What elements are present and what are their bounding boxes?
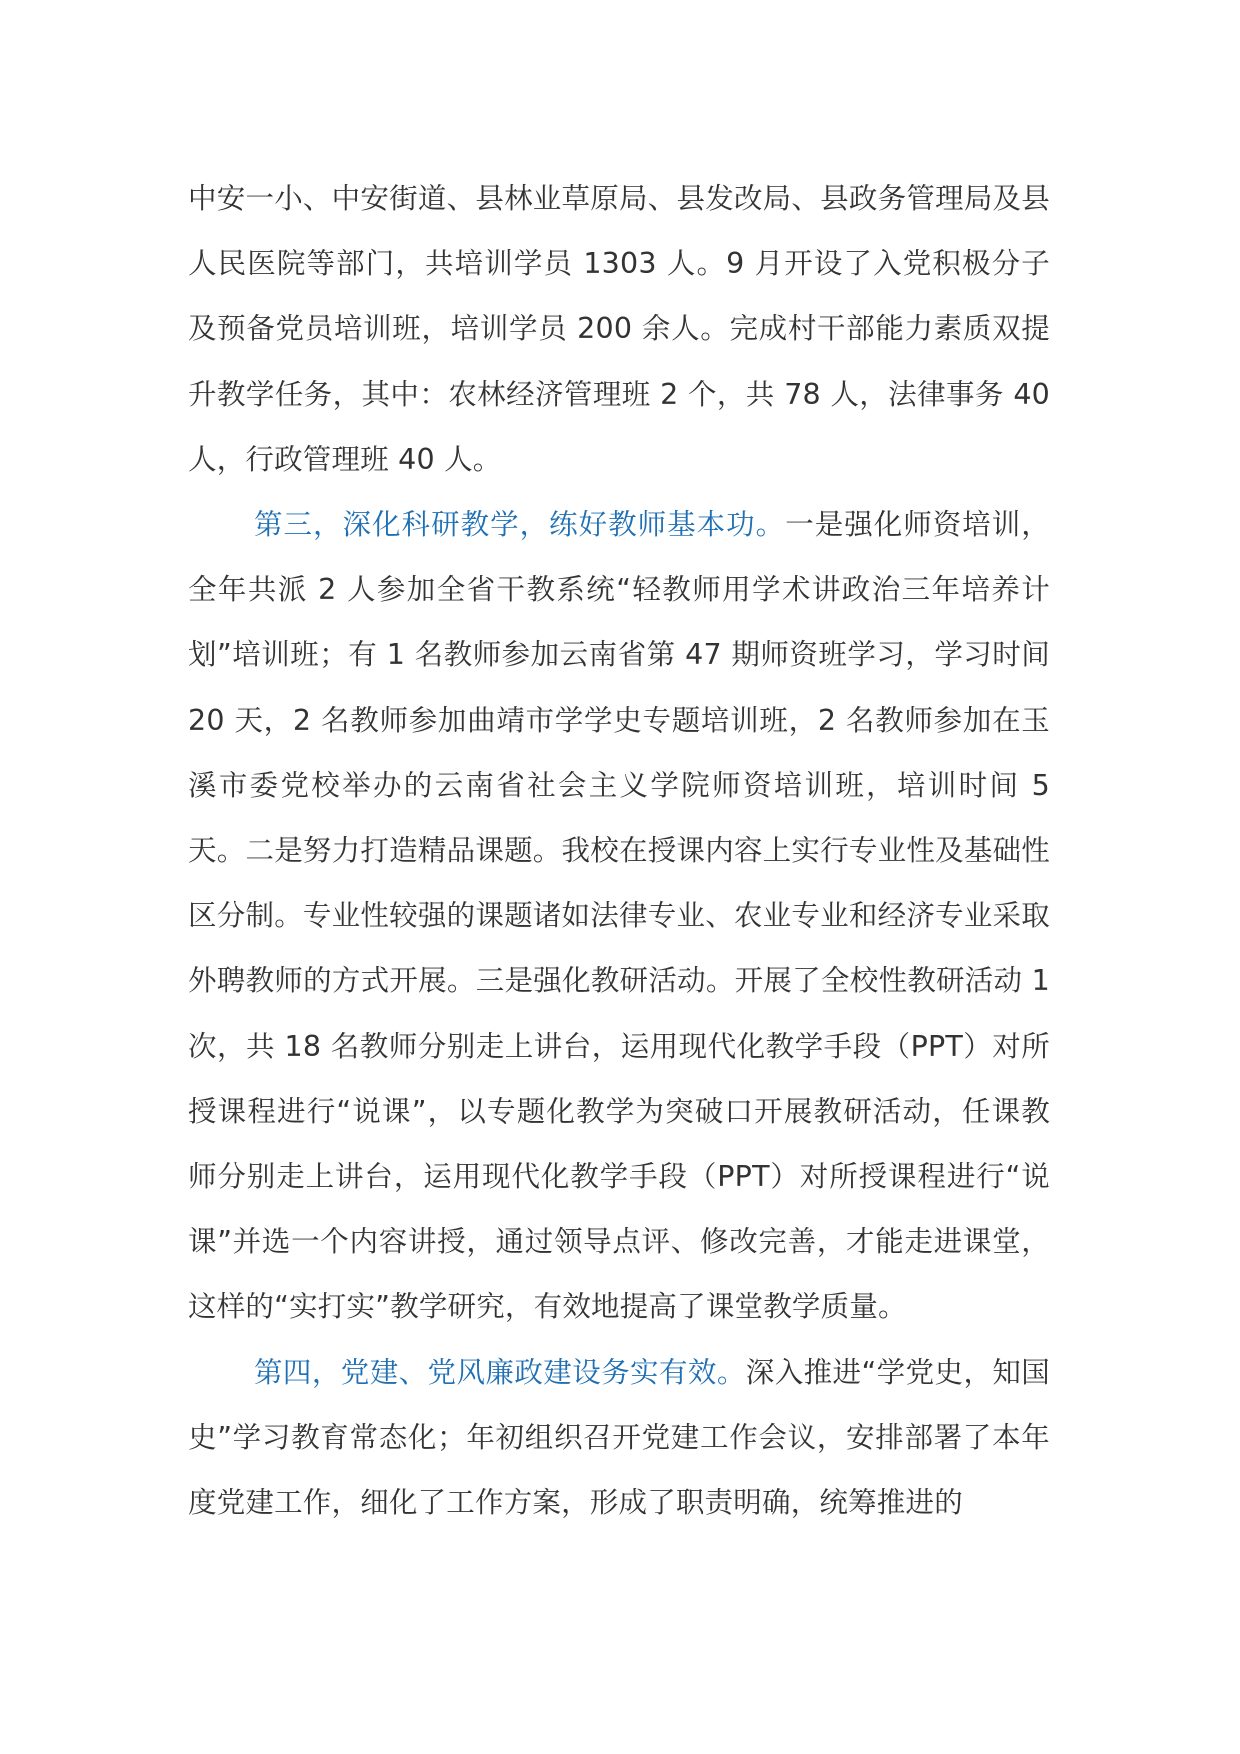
paragraph-1-text: 中安一小、中安街道、县林业草原局、县发改局、县政务管理局及县人民医院等部门，共培训学员 1303 人。9 月开设了入党积极分子及预备党员培训班，培训学员 200 余人。完成村干部能力素质双提升教学任务，其中：农林经济管理班 2 个，共 78 人，法律事务 40 人，行政管理班 40 人。	[188, 182, 1050, 476]
paragraph-2-text: 一是强化师资培训，全年共派 2 人参加全省干教系统“轻教师用学术讲政治三年培养计划”培训班；有 1 名教师参加云南省第 47 期师资班学习，学习时间 20 天，2 名教师参加曲靖市学学史专题培训班，2 名教师参加在玉溪市委党校举办的云南省社会主义学院师资培训班，培训时间 5 天。二是努力打造精品课题。我校在授课内容上实行专业性及基础性区分制。专业性较强的课题诸如法律专业、农业专业和经济专业采取外聘教师的方式开展。三是强化教研活动。开展了全校性教研活动 1 次，共 18 名教师分别走上讲台，运用现代化教学手段（PPT）对所授课程进行“说课”，以专题化教学为突破口开展教研活动，任课教师分别走上讲台，运用现代化教学手段（PPT）对所授课程进行“说课”并选一个内容讲授，通过领导点评、修改完善，才能走进课堂，这样的“实打实”教学研究，有效地提高了课堂教学质量。	[188, 508, 1050, 1324]
paragraph-3-text: 深入推进“学党史，知国史”学习教育常态化；年初组织召开党建工作会议，安排部署了本年度党建工作，细化了工作方案，形成了职责明确，统筹推进的	[188, 1355, 1050, 1520]
section-heading-third: 第三，深化科研教学，练好教师基本功。	[254, 508, 786, 542]
document-page	[188, 166, 1050, 1535]
paragraph-3	[188, 1340, 1050, 1536]
paragraph-2	[188, 492, 1050, 1340]
section-heading-fourth: 第四，党建、党风廉政建设务实有效。	[254, 1355, 746, 1389]
paragraph-1	[188, 166, 1050, 492]
